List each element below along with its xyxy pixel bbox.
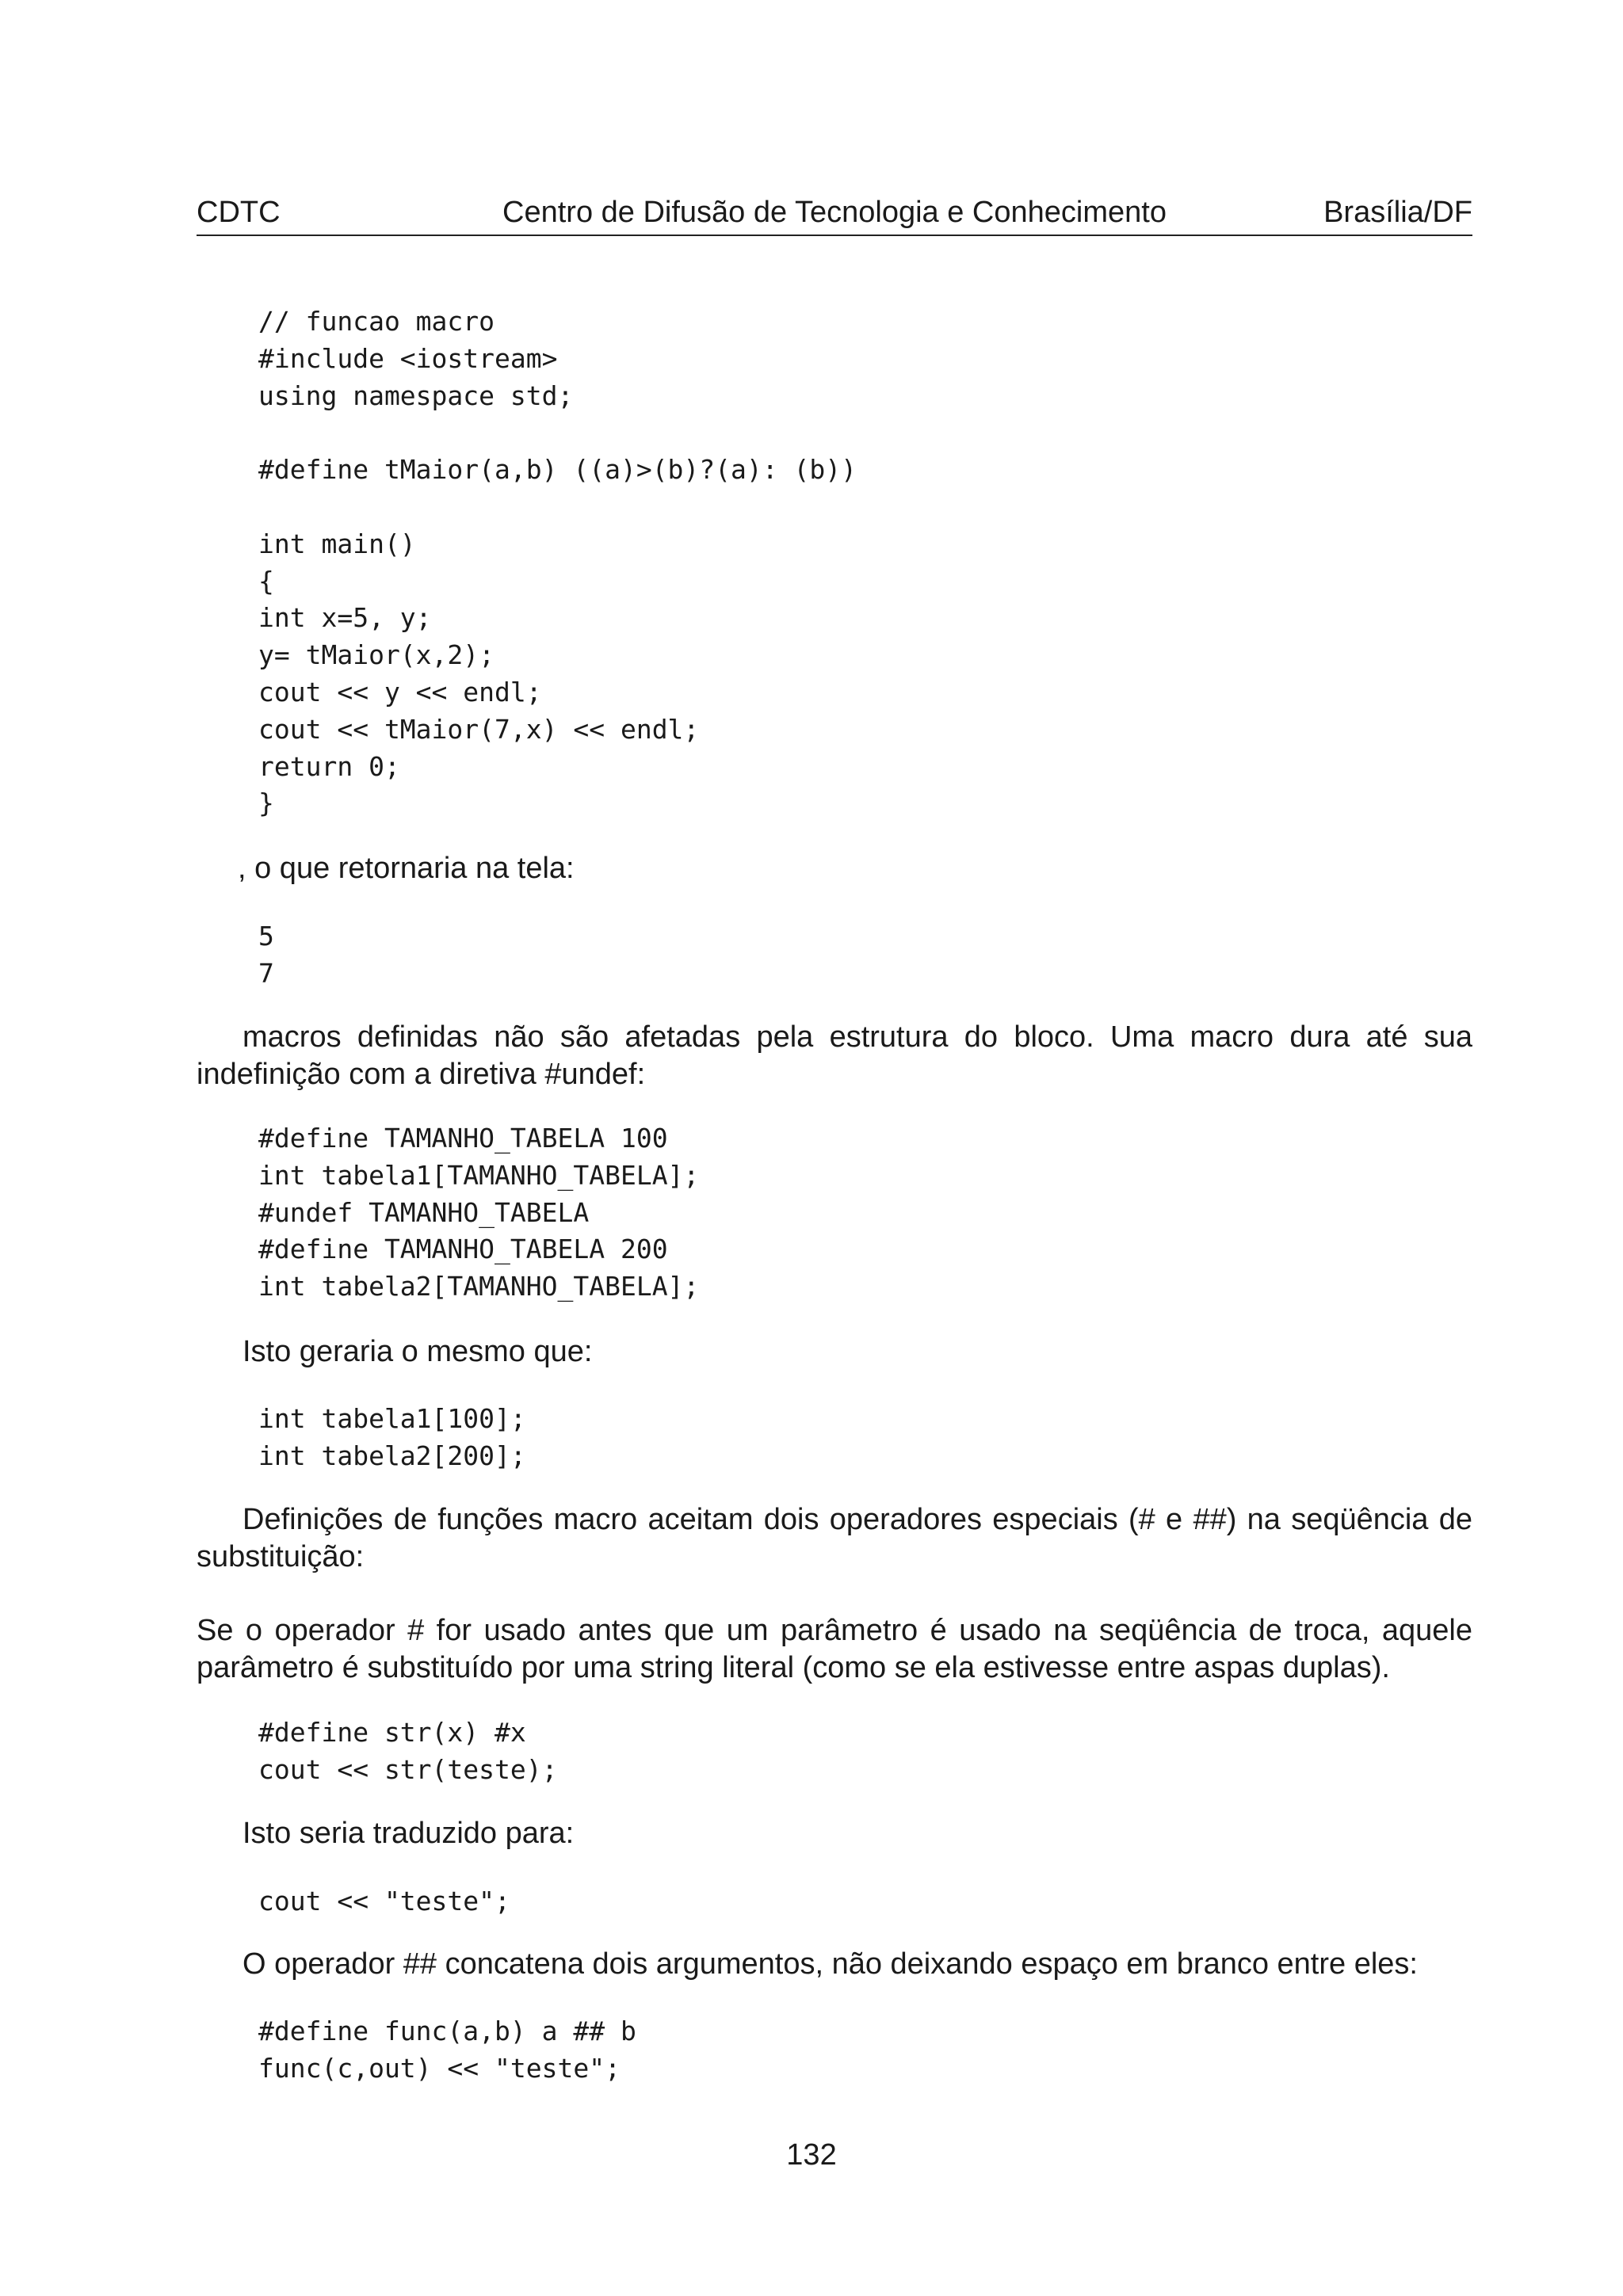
paragraph-equivalent: Isto geraria o mesmo que: [242,1335,593,1368]
code-line: int tabela1[TAMANHO_TABELA]; [258,1159,700,1191]
paragraph-translated: Isto seria traduzido para: [242,1817,575,1850]
page-number: 132 [786,2138,837,2172]
code-line: cout << str(teste); [258,1753,558,1785]
code-line: #define str(x) #x [258,1717,526,1748]
paragraph-special-operators: Definições de funções macro aceitam dois operadores especiais (# e ##) na seqüência de substituição: [197,1503,1472,1573]
code-line: // funcao macro [258,306,495,337]
code-block-macro-function [258,303,857,822]
code-line: y= tMaior(x,2); [258,639,495,671]
code-block-translated [258,1883,510,1920]
code-line [258,489,857,526]
code-line: 7 [258,957,274,989]
code-line: int tabela1[100]; [258,1403,526,1434]
paragraph-concat-operator: O operador ## concatena dois argumentos, não deixando espaço em branco entre eles: [242,1947,1418,1981]
code-block-concat [258,2013,636,2088]
running-header [197,190,1472,236]
code-line: int tabela2[200]; [258,1440,526,1471]
header-center: Centro de Difusão de Tecnologia e Conhecimento [502,196,1167,229]
code-block-equivalent [258,1401,526,1475]
header-left: CDTC [197,196,281,229]
code-line: #define TAMANHO_TABELA 100 [258,1123,668,1154]
code-line: cout << y << endl; [258,676,542,707]
code-line: cout << "teste"; [258,1886,510,1917]
code-line: int x=5, y; [258,602,432,634]
code-line: { [258,565,274,597]
paragraph-output-intro: , o que retornaria na tela: [238,852,575,885]
code-line: 5 [258,921,274,952]
code-line: return 0; [258,750,400,782]
code-line: func(c,out) << "teste"; [258,2052,621,2084]
code-line: #define tMaior(a,b) ((a)>(b)?(a): (b)) [258,454,857,486]
code-block-undef [258,1120,699,1306]
paragraph-hash-operator: Se o operador # for usado antes que um parâmetro é usado na seqüência de troca, aquele parâmetro é substituído por uma string literal (como se ela estivesse entre aspas duplas). [197,1614,1472,1684]
paragraph-undef: macros definidas não são afetadas pela estrutura do bloco. Uma macro dura até sua indefinição com a diretiva #undef: [197,1020,1472,1091]
code-line: int tabela2[TAMANHO_TABELA]; [258,1271,700,1302]
code-line: #define func(a,b) a ## b [258,2016,636,2046]
code-line [258,414,857,452]
code-line: int main() [258,528,416,559]
code-line: #define TAMANHO_TABELA 200 [258,1234,668,1265]
code-line: #include <iostream> [258,342,558,374]
code-line: cout << tMaior(7,x) << endl; [258,713,700,745]
header-right: Brasília/DF [1323,196,1472,229]
code-line: using namespace std; [258,379,574,411]
code-line: #undef TAMANHO_TABELA [258,1196,590,1228]
code-line: } [258,788,274,819]
code-block-str-macro [258,1714,558,1789]
code-block-output [258,918,274,993]
